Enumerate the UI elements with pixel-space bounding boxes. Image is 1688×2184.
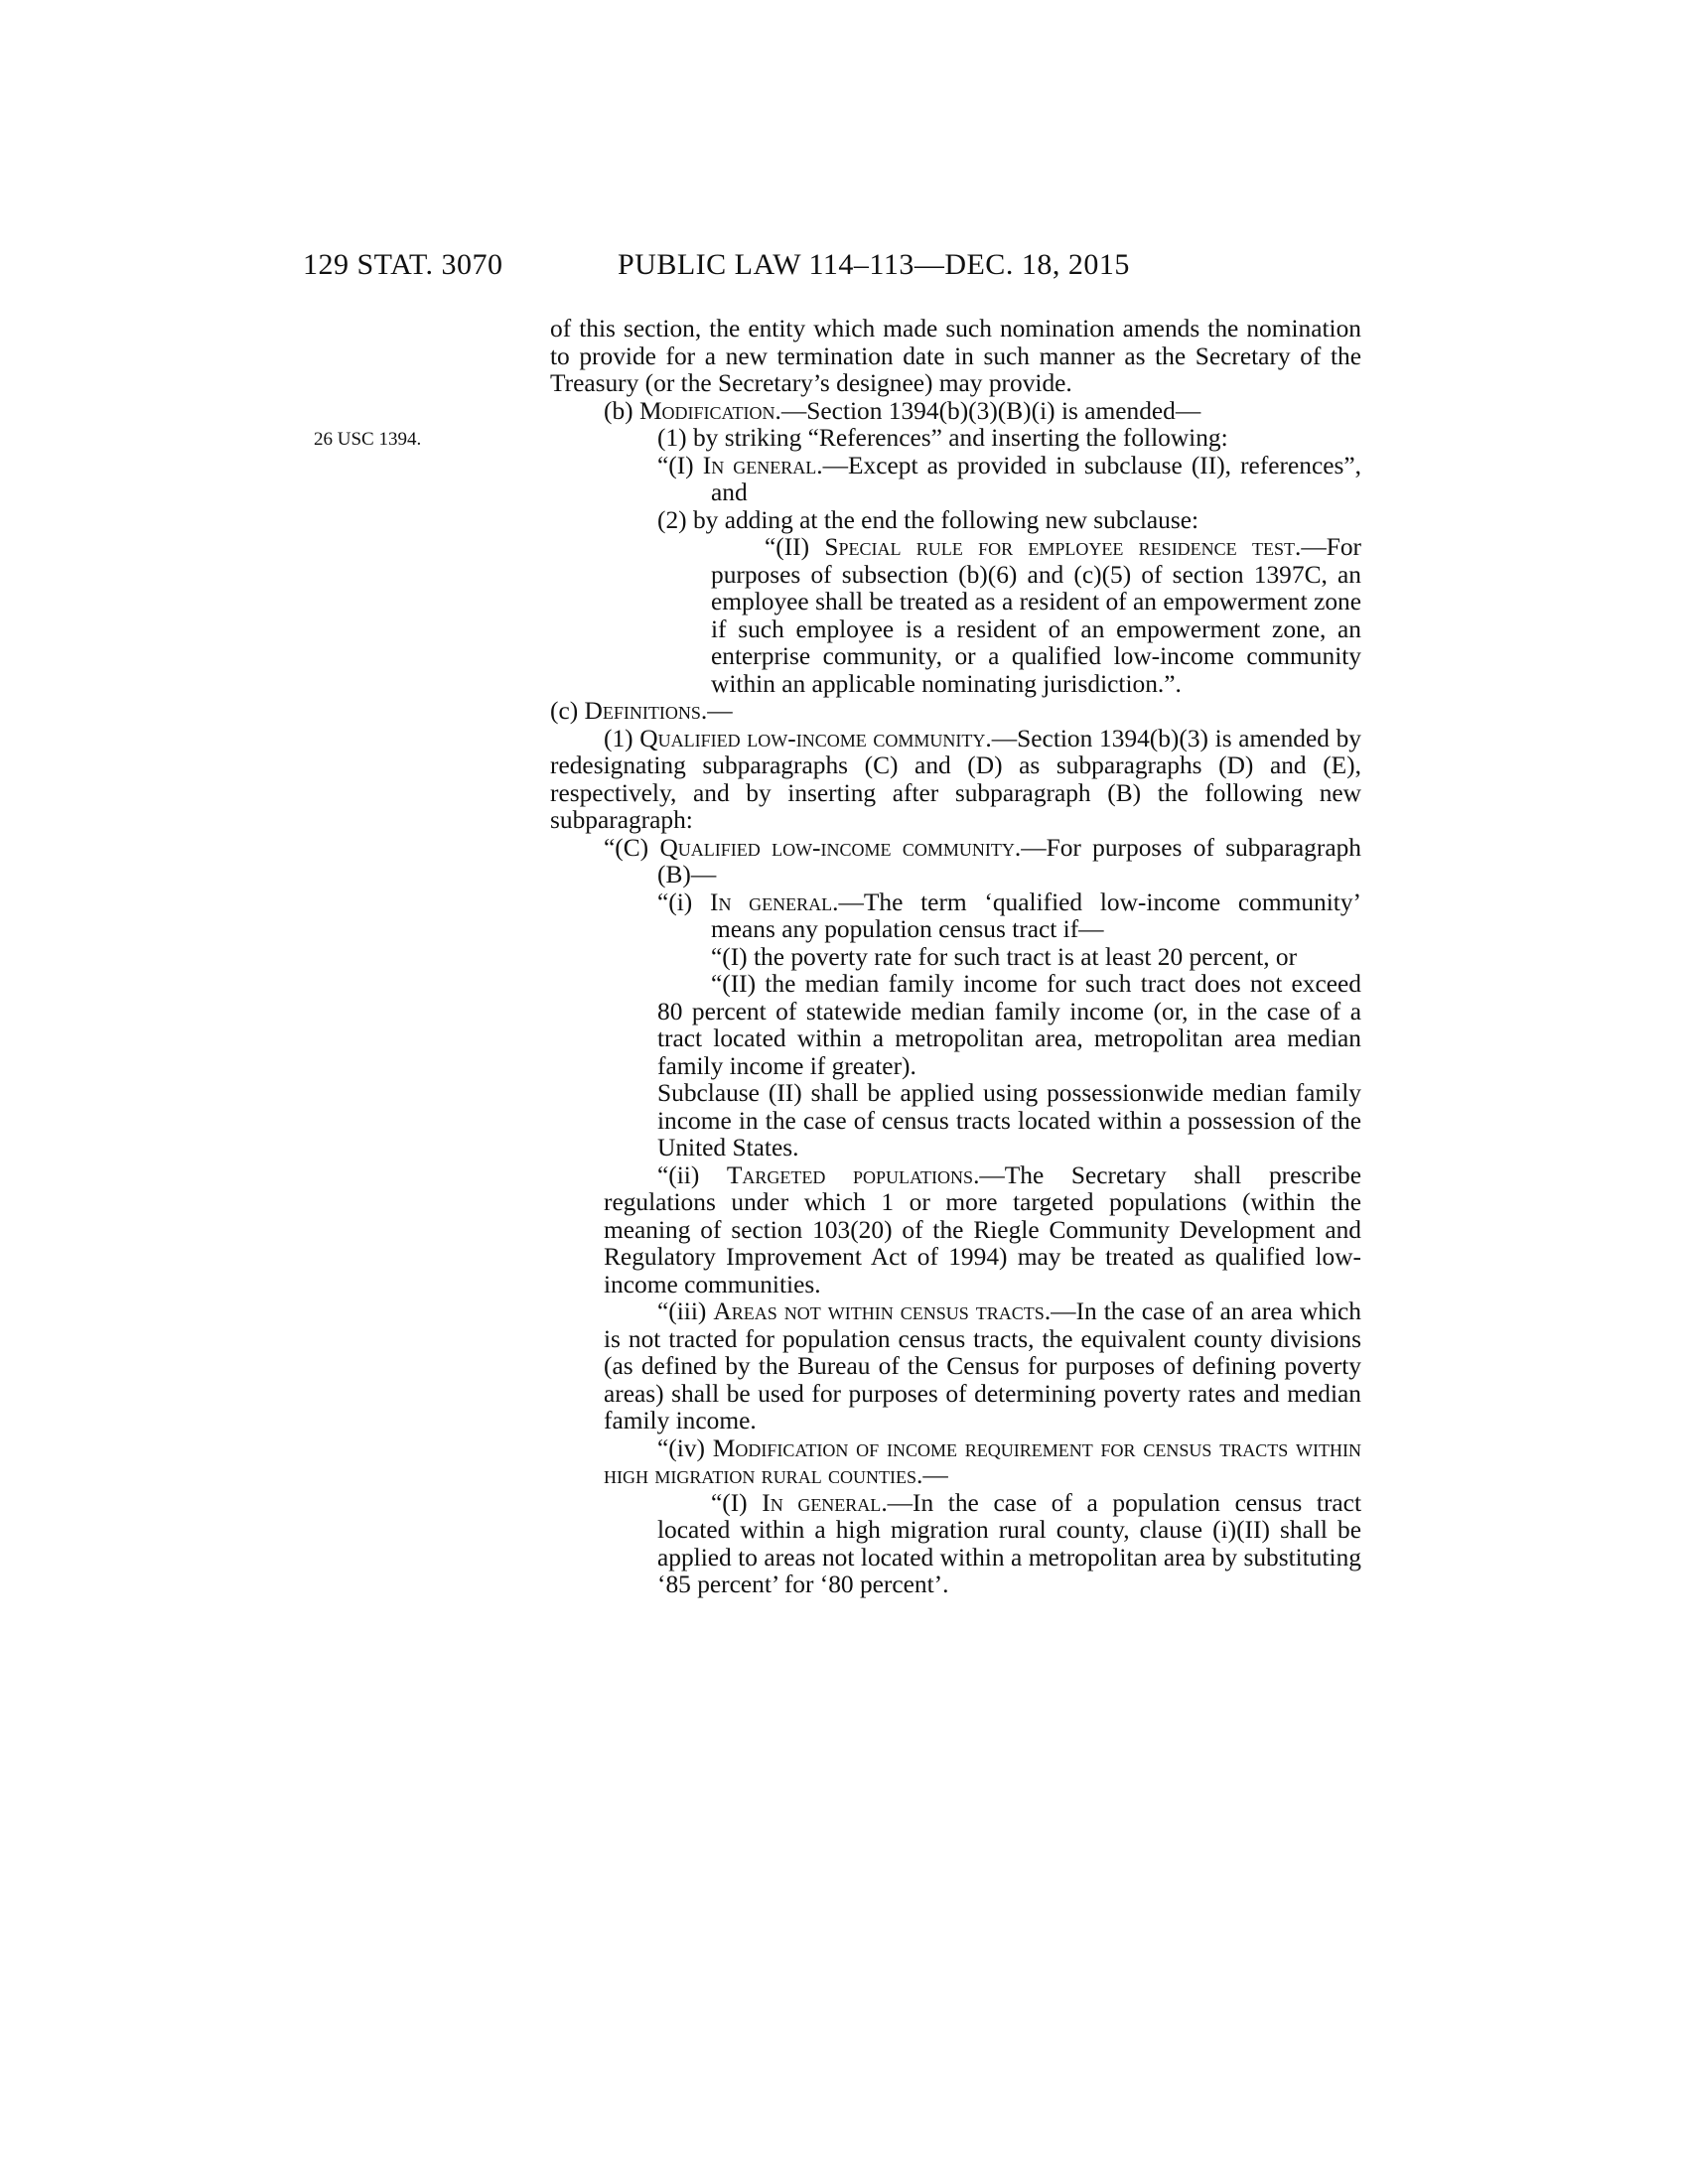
subparagraph-c-heading: Qualified low-income community [659,833,1015,862]
clause-i-heading: In general [709,887,833,916]
clause-iv-modification: “(iv) Modification of income requirement for census tracts within high migration rural counties.— [604,1433,1361,1489]
running-header [303,248,1355,288]
subclause-i-heading: In general [702,451,817,479]
clause-iii-heading: Areas not within census tracts [713,1297,1045,1325]
statute-body [550,316,1361,1599]
paragraph-c1: (1) Qualified low-income community.—Section 1394(b)(3) is amended by redesignating subparagraphs (C) and (D) as subparagraphs (D) and (E), respectively, and by inserting after subparagraph (B) the following new subparagraph: [550,724,1361,834]
subsection-c-heading: Definitions [584,697,701,725]
subsection-c-definitions: (c) Definitions.— [550,697,733,725]
paragraph-continuation: of this section, the entity which made such nomination amends the nomination to provide for a new termination date in such manner as the Secretary of the Treasury (or the Secretary’s designee) may provide. [550,315,1361,397]
subsection-b-heading: Modification [638,396,775,425]
subclause-i-poverty-rate: “(I) the poverty rate for such tract is at least 20 percent, or [711,942,1298,971]
clause-iii-areas-not-tracted: “(iii) Areas not within census tracts.—In the case of an area which is not tracted for population census tracts, the equivalent county divisions (as defined by the Bureau of the Census for purposes of defining poverty areas) shall be used for purposes of determining poverty rates and median family income. [604,1297,1361,1434]
subclause-ii-heading: Special rule for employee residence test [824,533,1295,561]
clause-iv-subclause-i: “(I) In general.—In the case of a population census tract located within a high migration rural county, clause (i)(II) shall be applied to areas not located within a metropolitan area by substituting ‘85 percent’ for ‘80 percent’. [657,1488,1361,1598]
paragraph-b2: (2) by adding at the end the following new subclause: [657,505,1199,534]
subclause-ii-median-income: “(II) the median family income for such tract does not exceed 80 percent of statewide median family income (or, in the case of a tract located within a metropolitan area, metropolitan area median family income if greater). [657,970,1361,1080]
clause-ii-targeted-populations: “(ii) Targeted populations.—The Secretary shall prescribe regulations under which 1 or more targeted populations (within the meaning of section 103(20) of the Riegle Community Development and Regulatory Improvement Act of 1994) may be treated as qualified low-income communities. [604,1160,1361,1298]
inserted-subclause-ii: “(II) Special rule for employee residence test.—For purposes of subsection (b)(6) and (c)(5) of section 1397C, an employee shall be treated as a resident of an empowerment zone if such employee is a resident of an empowerment zone, an enterprise community, or a qualified low-income community within an applicable nominating jurisdiction.”. [711,533,1361,698]
clause-ii-heading: Targeted populations [726,1160,974,1189]
clause-i-in-general: “(i) In general.—The term ‘qualified low-income community’ means any population census tract if— [657,887,1361,943]
paragraph-c1-heading: Qualified low-income community [639,724,986,752]
law-title: PUBLIC LAW 114–113—DEC. 18, 2015 [618,248,1130,281]
inserted-subclause-i: “(I) In general.—Except as provided in subclause (II), references”, and [657,451,1362,506]
possession-sentence: Subclause (II) shall be applied using possessionwide median family income in the case of census tracts located within a possession of the United States. [657,1079,1361,1161]
paragraph-b1: (1) by striking “References” and inserting the following: [657,424,1228,452]
clause-iv-heading: Modification of income requirement for census tracts within high migration rural counties [604,1433,1361,1489]
margin-citation: 26 USC 1394. [314,429,422,450]
inserted-subparagraph-c: “(C) Qualified low-income community.—For purposes of subparagraph (B)— [604,833,1361,888]
subsection-b-modification: (b) Modification.—Section 1394(b)(3)(B)(i) is amended— [604,396,1201,425]
stat-page-number: 129 STAT. 3070 [303,248,503,281]
clause-iv-subclause-i-heading: In general [762,1488,882,1517]
